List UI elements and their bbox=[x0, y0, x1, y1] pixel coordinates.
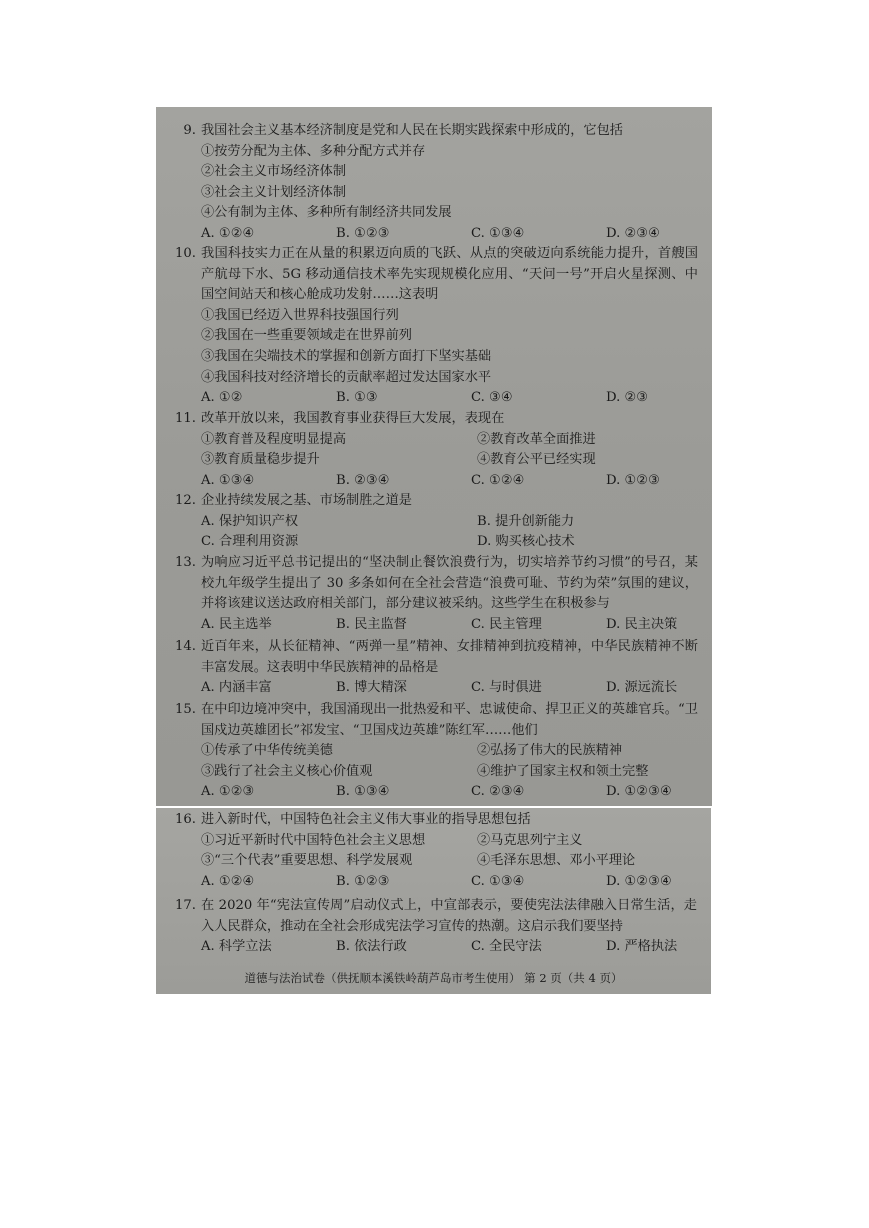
question-stem: 进入新时代，中国特色社会主义伟大事业的指导思想包括 bbox=[201, 812, 531, 827]
choice-c: C. 与时俱进 bbox=[471, 680, 542, 696]
question-number: 17. bbox=[175, 898, 196, 913]
statement-1: ①按劳分配为主体、多种分配方式并存 bbox=[201, 143, 426, 159]
statement-row bbox=[201, 762, 712, 783]
question-stem: 在 2020 年“宪法宣传周”启动仪式上，中宣部表示，要使宪法法律融入日常生活，走入人民群众，推动在全社会形成宪法学习宣传的热潮。这启示我们要坚持 bbox=[201, 898, 697, 934]
question-number: 13. bbox=[175, 555, 196, 570]
question-number: 10. bbox=[175, 246, 196, 261]
answer-choices bbox=[201, 512, 712, 553]
choice-c: C. ③④ bbox=[471, 390, 513, 406]
choice-d: D. 源远流长 bbox=[606, 680, 678, 696]
statement-2: ②马克思列宁主义 bbox=[477, 832, 583, 848]
question-number: 16. bbox=[175, 812, 196, 827]
question-13 bbox=[156, 553, 712, 635]
question-stem: 近百年来，从长征精神、“两弹一星”精神、女排精神到抗疫精神，中华民族精神不断丰富发展。这表明中华民族精神的品格是 bbox=[201, 639, 698, 675]
answer-choices bbox=[201, 782, 712, 803]
answer-choices bbox=[201, 471, 712, 492]
statement-row bbox=[201, 741, 712, 762]
answer-choices bbox=[201, 388, 712, 409]
statement-4: ④公有制为主体、多种所有制经济共同发展 bbox=[201, 205, 452, 221]
question-number: 15. bbox=[175, 702, 196, 717]
choice-b: B. ①②③ bbox=[336, 225, 390, 241]
choice-a: A. 保护知识产权 bbox=[201, 513, 299, 529]
question-number: 14. bbox=[175, 639, 196, 654]
statement-3: ③“三个代表”重要思想、科学发展观 bbox=[201, 853, 413, 869]
choice-c: C. 民主管理 bbox=[471, 616, 542, 632]
choice-d: D. ①②③ bbox=[606, 472, 660, 488]
question-number: 12. bbox=[175, 493, 196, 508]
statement-3: ③教育质量稳步提升 bbox=[201, 452, 320, 468]
choice-d: D. ②③ bbox=[606, 390, 649, 406]
statement-row bbox=[201, 851, 711, 872]
choice-b: B. 提升创新能力 bbox=[477, 513, 575, 529]
statement-4: ④我国科技对经济增长的贡献率超过发达国家水平 bbox=[201, 369, 492, 385]
answer-choices bbox=[201, 224, 712, 245]
choice-d: D. 严格执法 bbox=[606, 939, 678, 955]
statement-4: ④教育公平已经实现 bbox=[477, 452, 596, 468]
choice-d: D. ①②③④ bbox=[606, 784, 672, 800]
choice-d: D. ①②③④ bbox=[606, 873, 672, 889]
statement-2: ②弘扬了伟大的民族精神 bbox=[477, 743, 623, 759]
choice-d: D. ②③④ bbox=[606, 225, 660, 241]
statement-row bbox=[201, 430, 712, 451]
answer-choices bbox=[201, 678, 712, 699]
statement-4: ④毛泽东思想、邓小平理论 bbox=[477, 853, 636, 869]
question-10 bbox=[156, 244, 712, 409]
statement-1: ①我国已经迈入世界科技强国行列 bbox=[201, 307, 399, 323]
choice-a: A. 内涵丰富 bbox=[201, 680, 272, 696]
question-stem: 我国社会主义基本经济制度是党和人民在长期实践探索中形成的，它包括 bbox=[201, 123, 623, 138]
choice-c: C. ②③④ bbox=[471, 784, 525, 800]
statement-3: ③我国在尖端技术的掌握和创新方面打下坚实基础 bbox=[201, 348, 492, 364]
question-11 bbox=[156, 409, 712, 491]
answer-choices bbox=[201, 615, 712, 636]
choice-a: A. ①②④ bbox=[201, 225, 255, 241]
statement-row bbox=[201, 831, 711, 852]
choice-b: B. ①②③ bbox=[336, 873, 390, 889]
choice-d: D. 民主决策 bbox=[606, 616, 678, 632]
choice-c: C. ①③④ bbox=[471, 873, 525, 889]
question-stem: 我国科技实力正在从量的积累迈向质的飞跃、从点的突破迈向系统能力提升，首艘国产航母下水、5G 移动通信技术率先实现规模化应用、“天问一号”开启火星探测、中国空间站天和核心舱成功发射……这表明 bbox=[201, 246, 698, 303]
question-15 bbox=[156, 700, 712, 803]
question-stem: 企业持续发展之基、市场制胜之道是 bbox=[201, 493, 412, 508]
choice-c: C. 合理利用资源 bbox=[201, 534, 299, 550]
choice-b: B. 依法行政 bbox=[336, 939, 407, 955]
page-footer: 道德与法治试卷（供抚顺本溪铁岭葫芦岛市考生使用） 第 2 页（共 4 页） bbox=[244, 971, 623, 985]
choice-b: B. ①③ bbox=[336, 390, 378, 406]
statement-2: ②社会主义市场经济体制 bbox=[201, 164, 347, 180]
question-12 bbox=[156, 491, 712, 553]
question-9 bbox=[156, 121, 712, 245]
answer-choices bbox=[201, 872, 711, 893]
question-stem: 改革开放以来，我国教育事业获得巨大发展，表现在 bbox=[201, 411, 505, 426]
question-stem: 在中印边境冲突中，我国涌现出一批热爱和平、忠诚使命、捍卫正义的英雄官兵。“卫国戍边英雄团长”祁发宝、“卫国戍边英雄”陈红军……他们 bbox=[201, 702, 698, 738]
question-17 bbox=[156, 896, 711, 958]
statement-3: ③践行了社会主义核心价值观 bbox=[201, 763, 373, 779]
statement-2: ②我国在一些重要领域走在世界前列 bbox=[201, 328, 412, 344]
question-number: 11. bbox=[175, 411, 196, 426]
statement-3: ③社会主义计划经济体制 bbox=[201, 184, 347, 200]
choice-b: B. ②③④ bbox=[336, 472, 390, 488]
choice-c: C. ①③④ bbox=[471, 225, 525, 241]
statement-1: ①传承了中华传统美德 bbox=[201, 743, 333, 759]
statement-1: ①教育普及程度明显提高 bbox=[201, 431, 347, 447]
choice-b: B. 民主监督 bbox=[336, 616, 407, 632]
choice-a: A. ①③④ bbox=[201, 472, 255, 488]
statement-4: ④维护了国家主权和领土完整 bbox=[477, 763, 649, 779]
choice-a: A. ①②③ bbox=[201, 784, 255, 800]
choice-a: A. 民主选举 bbox=[201, 616, 272, 632]
choice-b: B. ①③④ bbox=[336, 784, 390, 800]
choice-a: A. ①② bbox=[201, 390, 243, 406]
exam-photo-bottom bbox=[156, 808, 711, 994]
choice-b: B. 博大精深 bbox=[336, 680, 407, 696]
choice-c: C. 全民守法 bbox=[471, 939, 542, 955]
choice-c: C. ①②④ bbox=[471, 472, 525, 488]
choice-a: A. 科学立法 bbox=[201, 939, 272, 955]
statement-row bbox=[201, 450, 712, 471]
choice-d: D. 购买核心技术 bbox=[477, 534, 575, 550]
statement-2: ②教育改革全面推进 bbox=[477, 431, 596, 447]
question-number: 9. bbox=[183, 123, 196, 138]
exam-photo-top bbox=[156, 107, 712, 806]
choice-a: A. ①②④ bbox=[201, 873, 255, 889]
question-16 bbox=[156, 810, 711, 892]
answer-choices bbox=[201, 937, 711, 958]
statement-1: ①习近平新时代中国特色社会主义思想 bbox=[201, 832, 426, 848]
question-14 bbox=[156, 637, 712, 699]
question-stem: 为响应习近平总书记提出的“坚决制止餐饮浪费行为，切实培养节约习惯”的号召，某校九年级学生提出了 30 多条如何在全社会营造“浪费可耻、节约为荣”氛围的建议，并将该建议送达政府相关部门，部分建议被采纳。这些学生在积极参与 bbox=[201, 555, 698, 612]
